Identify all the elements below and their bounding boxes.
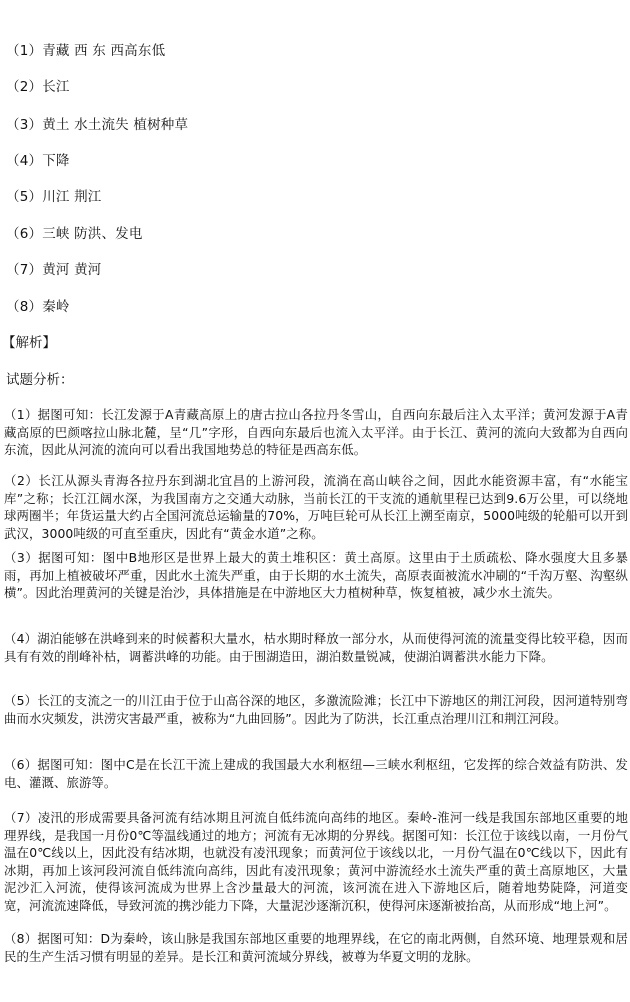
answer-6: （6）三峡 防洪、发电	[6, 226, 143, 242]
analysis-paragraph-7: （7）凌汛的形成需要具备河流有结冰期且河流自低纬流向高纬的地区。秦岭-淮河一线是我国东部地区重要的地理界线，是我国一月份0℃等温线通过的地方；河流有无冰期的分界线。据图可知：长江位于该线以南，一月份气温在0℃线以上，因此没有结冰期，也就没有凌汛现象；而黄河位于该线以北，一月份气温在0℃线以下，因此有冰期，再加上该河段河流自低纬流向高纬，因此有凌汛现象；黄河中游流经水土流失严重的黄土高原地区，大量泥沙汇入河流，使得该河流成为世界上含沙量最大的河流，该河流在进入下游地区后，随着地势陡降，河道变宽，河流流速降低，导致河流的携沙能力下降，大量泥沙逐渐沉积，使得河床逐渐被抬高，从而形成“地上河”。	[4, 810, 628, 913]
analysis-paragraph-8: （8）据图可知：D为秦岭，该山脉是我国东部地区重要的地理界线，在它的南北两侧，自然环境、地理景观和居民的生产生活习惯有明显的差异。是长江和黄河流域分界线，被尊为华夏文明的龙脉。	[4, 931, 628, 964]
analysis-paragraph-2: （2）长江从源头青海各拉丹东到湖北宜昌的上游河段，流淌在高山峡谷之间，因此水能资源丰富，有“水能宝库”之称；长江江阔水深，为我国南方之交通大动脉，当前长江的干支流的通航里程已达到9.6万公里，可以绕地球两圈半；年货运量大约占全国河流总运输量的70%，万吨巨轮可从长江上溯至南京，5000吨级的轮船可以开到武汉，3000吨级的可直至重庆，因此有“黄金水道”之称。	[4, 473, 628, 541]
analysis-paragraph-4: （4）湖泊能够在洪峰到来的时候蓄积大量水，枯水期时释放一部分水，从而使得河流的流量变得比较平稳，因而具有有效的削峰补枯，调蓄洪峰的功能。由于围湖造田，湖泊数量锐减，使湖泊调蓄洪水能力下降。	[4, 631, 628, 664]
analysis-paragraph-5: （5）长江的支流之一的川江由于位于山高谷深的地区，多激流险滩；长江中下游地区的荆江河段，因河道特别弯曲而水灾频发，洪涝灾害最严重，被称为“九曲回肠”。因此为了防洪，长江重点治理川江和荆江河段。	[4, 693, 628, 726]
answer-3: （3）黄土 水土流失 植树种草	[6, 117, 189, 133]
analysis-paragraph-6: （6）据图可知：图中C是在长江干流上建成的我国最大水利枢纽—三峡水利枢纽，它发挥的综合效益有防洪、发电、灌溉、旅游等。	[4, 757, 628, 790]
answer-1: （1）青藏 西 东 西高东低	[6, 43, 166, 59]
answer-7: （7）黄河 黄河	[6, 262, 102, 278]
analysis-paragraph-1: （1）据图可知：长江发源于A青藏高原上的唐古拉山各拉丹冬雪山，自西向东最后注入太平洋；黄河发源于A青藏高原的巴颜喀拉山脉北麓，呈“几”字形，自西向东最后也流入太平洋。由于长江、黄河的流向大致都为自西向东流，因此从河流的流向可以看出我国地势总的特征是西高东低。	[4, 407, 628, 458]
answer-8: （8）秦岭	[6, 299, 70, 315]
answer-5: （5）川江 荆江	[6, 189, 102, 205]
answer-2: （2）长江	[6, 79, 70, 95]
analysis-header: 【解析】	[2, 335, 56, 351]
analysis-intro: 试题分析：	[6, 372, 74, 388]
answer-4: （4）下降	[6, 153, 70, 169]
analysis-paragraph-3: （3）据图可知：图中B地形区是世界上最大的黄土堆积区：黄土高原。这里由于土质疏松、降水强度大且多暴雨，再加上植被破坏严重，因此水土流失严重，由于长期的水土流失，高原表面被流水冲刷的“千沟万壑、沟壑纵横”。因此治理黄河的关键是治沙，具体措施是在中游地区大力植树种草，恢复植被，减少水土流失。	[4, 550, 628, 601]
